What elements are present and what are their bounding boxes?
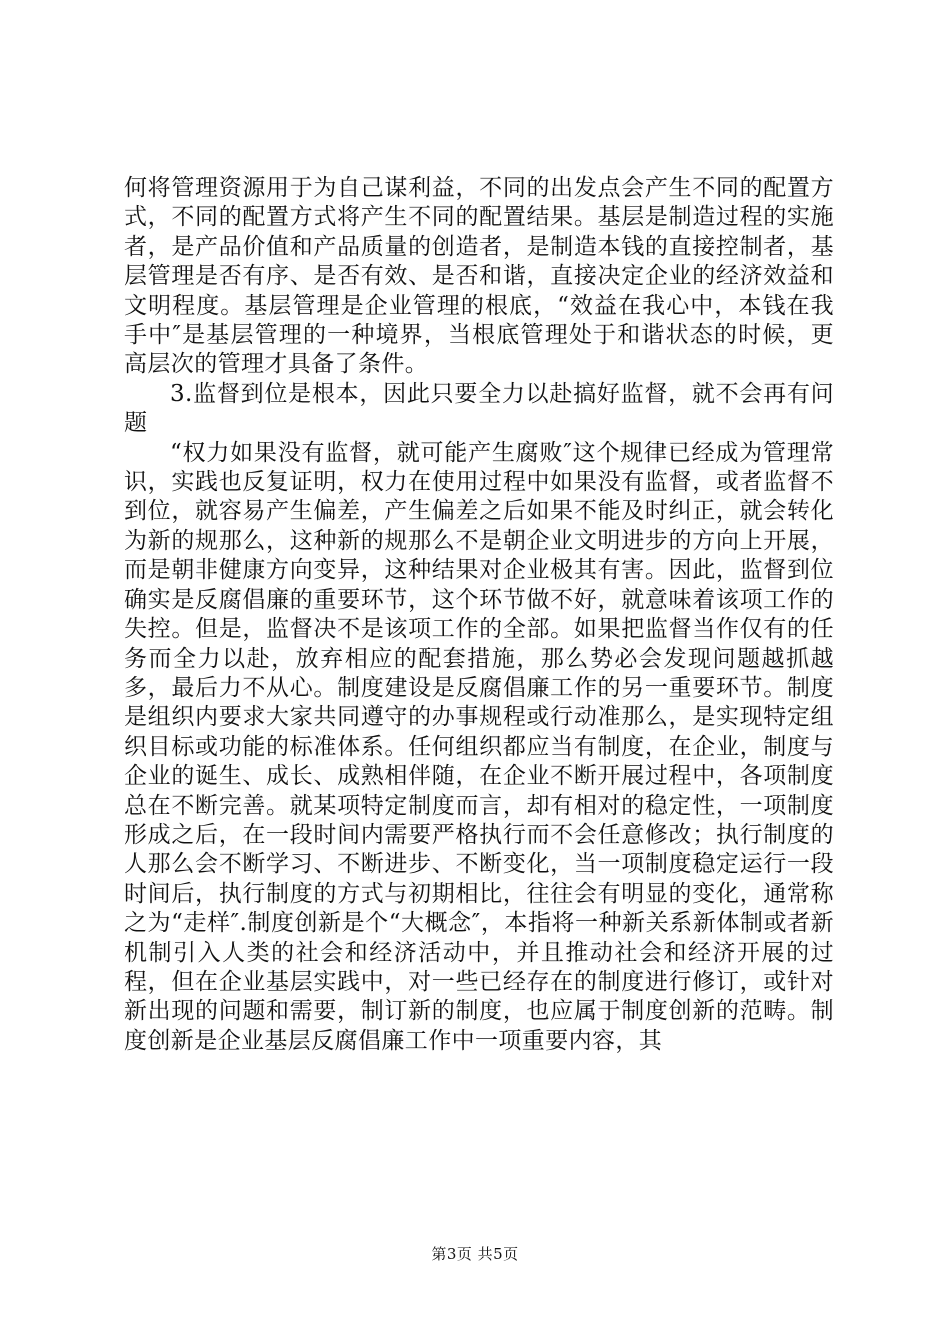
paragraph-heading-3: 3.监督到位是根本，因此只要全力以赴搞好监督，就不会再有问题 xyxy=(124,380,834,437)
page-footer: 第3页 共5页 xyxy=(431,1245,519,1263)
paragraph-supervision: “权力如果没有监督，就可能产生腐败″这个规律已经成为管理常识，实践也反复证明，权力在使用过程中如果没有监督，或者监督不到位，就容易产生偏差，产生偏差之后如果不能及时纠正，就会转化为新的规那么，这种新的规那么不是朝企业文明进步的方向上开展，而是朝非健康方向变异，这种结果对企业极其有害。因此，监督到位确实是反腐倡廉的重要环节，这个环节做不好，就意味着该项工作的失控。但是，监督决不是该项工作的全部。如果把监督当作仅有的任务而全力以赴，放弃相应的配套措施，那么势必会发现问题越抓越多，最后力不从心。制度建设是反腐倡廉工作的另一重要环节。制度是组织内要求大家共同遵守的办事规程或行动准那么，是实现特定组织目标或功能的标准体系。任何组织都应当有制度，在企业，制度与企业的诞生、成长、成熟相伴随，在企业不断开展过程中，各项制度总在不断完善。就某项特定制度而言，却有相对的稳定性，一项制度形成之后，在一段时间内需要严格执行而不会任意修改；执行制度的人那么会不断学习、不断进步、不断变化，当一项制度稳定运行一段时间后，执行制度的方式与初期相比，往往会有明显的变化，通常称之为“走样″.制度创新是个“大概念″，本指将一种新关系新体制或者新机制引入人类的社会和经济活动中，并且推动社会和经济开展的过程，但在企业基层实践中，对一些已经存在的制度进行修订，或针对新出现的问题和需要，制订新的制度，也应属于制度创新的范畴。制度创新是企业基层反腐倡廉工作中一项重要内容，其 xyxy=(124,439,834,1054)
paragraph-continued: 何将管理资源用于为自己谋利益，不同的出发点会产生不同的配置方式，不同的配置方式将产生不同的配置结果。基层是制造过程的实施者，是产品价值和产品质量的创造者，是制造本钱的直接控制者，基层管理是否有序、是否有效、是否和谐，直接决定企业的经济效益和文明程度。基层管理是企业管理的根底，“效益在我心中，本钱在我手中″是基层管理的一种境界，当根底管理处于和谐状态的时候，更高层次的管理才具备了条件。 xyxy=(124,175,834,378)
document-body xyxy=(124,174,834,1056)
